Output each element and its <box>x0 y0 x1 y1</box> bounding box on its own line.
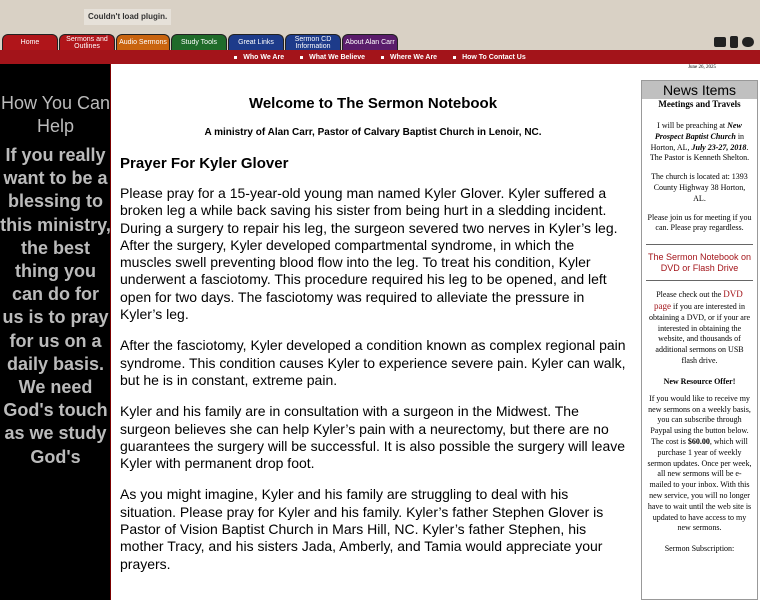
site-header <box>0 0 760 50</box>
subnav-where-we-are[interactable]: Where We Are <box>381 54 437 61</box>
main-content <box>118 64 630 600</box>
church-location: The church is located at: 1393 County Highway 38 Horton, AL. <box>651 172 748 203</box>
tab-sermons-outlines[interactable]: Sermons and Outlines <box>59 34 115 50</box>
bullet-icon <box>381 56 384 59</box>
bullet-icon <box>234 56 237 59</box>
left-sidebar-title: How You Can Help <box>0 93 111 136</box>
meetings-text: I will be preaching at New Prospect Baptist Church in Horton, AL, July 23-27, 2018. The Pastor is Kenneth Shelton. <box>649 121 750 163</box>
dvd-page-link[interactable]: DVD page <box>654 289 743 311</box>
tab-study-tools[interactable]: Study Tools <box>171 34 227 50</box>
meetings-heading: Meetings and Travels <box>658 99 741 109</box>
tab-audio-sermons[interactable]: Audio Sermons <box>116 34 170 50</box>
tab-great-links[interactable]: Great Links <box>228 34 284 50</box>
article-paragraph: As you might imagine, Kyler and his family are struggling to deal with his situation. Please pray for Kyler and his family. Kyler’s father Stephen Glover is Pastor of Vision Baptist Church in Mars Hill, NC. Kyler’s father Stephen, his mother Tracy, and his sisters Jada, Amberly, and Tamia would appreciate your prayers. <box>120 486 604 572</box>
page-subtitle: A ministry of Alan Carr, Pastor of Calvary Baptist Church in Lenoir, NC. <box>204 127 542 138</box>
left-sidebar <box>0 64 111 600</box>
header-tools <box>714 36 754 48</box>
tab-home[interactable]: Home <box>2 34 58 50</box>
subnav-what-we-believe[interactable]: What We Believe <box>300 54 365 61</box>
article-paragraph: Please pray for a 15-year-old young man named Kyler Glover. Kyler suffered a broken leg a while back saving his sister from being hurt in a sledding incident. During a surgery to repair his leg, the surgeon severed two nerves in Kyler’s leg. After the surgery, Kyler developed compartmental syndrome, in which the muscles swell preventing blood flow into the leg. To treat his condition, Kyler underwent a fasciotomy. This procedure required his leg to be opened, and left open for two days. The fasciotomy was required to alleviate the pressure in Kyler’s leg. <box>120 185 618 323</box>
article-paragraph: Kyler and his family are in consultation with a surgeon in the Midwest. The surgeon believes she can help Kyler’s pain with a neurectomy, but there are no guarantees the surgery will be successful. It is also possible the surgery will leave Kyler with permanent drop foot. <box>120 403 626 472</box>
dvd-text: Please check out the DVD page if you are interested in obtaining a DVD, or if your are interested in obtaining the website, and thousands of additional sermons on USB flash drive. <box>648 289 751 365</box>
tab-about-alan-carr[interactable]: About Alan Carr <box>342 34 398 50</box>
join-text: Please join us for meeting if you can. Please pray regardless. <box>647 212 752 233</box>
group-icon[interactable] <box>742 37 754 47</box>
car-icon[interactable] <box>714 37 726 47</box>
page-title: Welcome to The Sermon Notebook <box>248 95 498 112</box>
secondary-nav <box>0 50 760 64</box>
article-paragraph: After the fasciotomy, Kyler developed a condition known as complex regional pain syndrome. This condition causes Kyler to experience severe pain. Kyler can walk, but he is in constant, extreme pain. <box>120 337 626 388</box>
bullet-icon <box>453 56 456 59</box>
divider <box>646 244 753 245</box>
tab-sermon-cd-information[interactable]: Sermon CD Information <box>285 34 341 50</box>
resource-heading: New Resource Offer! <box>663 376 736 386</box>
plugin-error-message: Couldn't load plugin. <box>84 9 171 25</box>
subnav-how-to-contact-us[interactable]: How To Contact Us <box>453 54 526 61</box>
resource-text: If you would like to receive my new sermons on a weekly basis, you can subscribe through Paypal using the button below. The cost is $60.00, which will purchase 1 year of weekly sermon updates. Once per week, all new sermons will be e-mailed to your inbox. With this new service, you will no longer have to wait until the web site is updated to have access to my new sermons. <box>647 393 752 533</box>
main-tabs <box>2 34 399 50</box>
left-sidebar-text: If you really want to be a blessing to this ministry, the best thing you can do for us is to pray for us on a daily basis. We need God's touch as we study God's <box>0 145 111 467</box>
article-title: Prayer For Kyler Glover <box>120 155 289 172</box>
current-date: June 26, 2025 <box>688 65 716 70</box>
dvd-heading: The Sermon Notebook on DVD or Flash Drive <box>647 252 752 274</box>
subscription-label: Sermon Subscription: <box>664 544 735 554</box>
bullet-icon <box>300 56 303 59</box>
right-sidebar <box>641 80 758 600</box>
subnav-who-we-are[interactable]: Who We Are <box>234 54 284 61</box>
printer-icon[interactable] <box>730 36 738 48</box>
divider <box>646 280 753 281</box>
news-items-title: News Items <box>642 81 757 99</box>
